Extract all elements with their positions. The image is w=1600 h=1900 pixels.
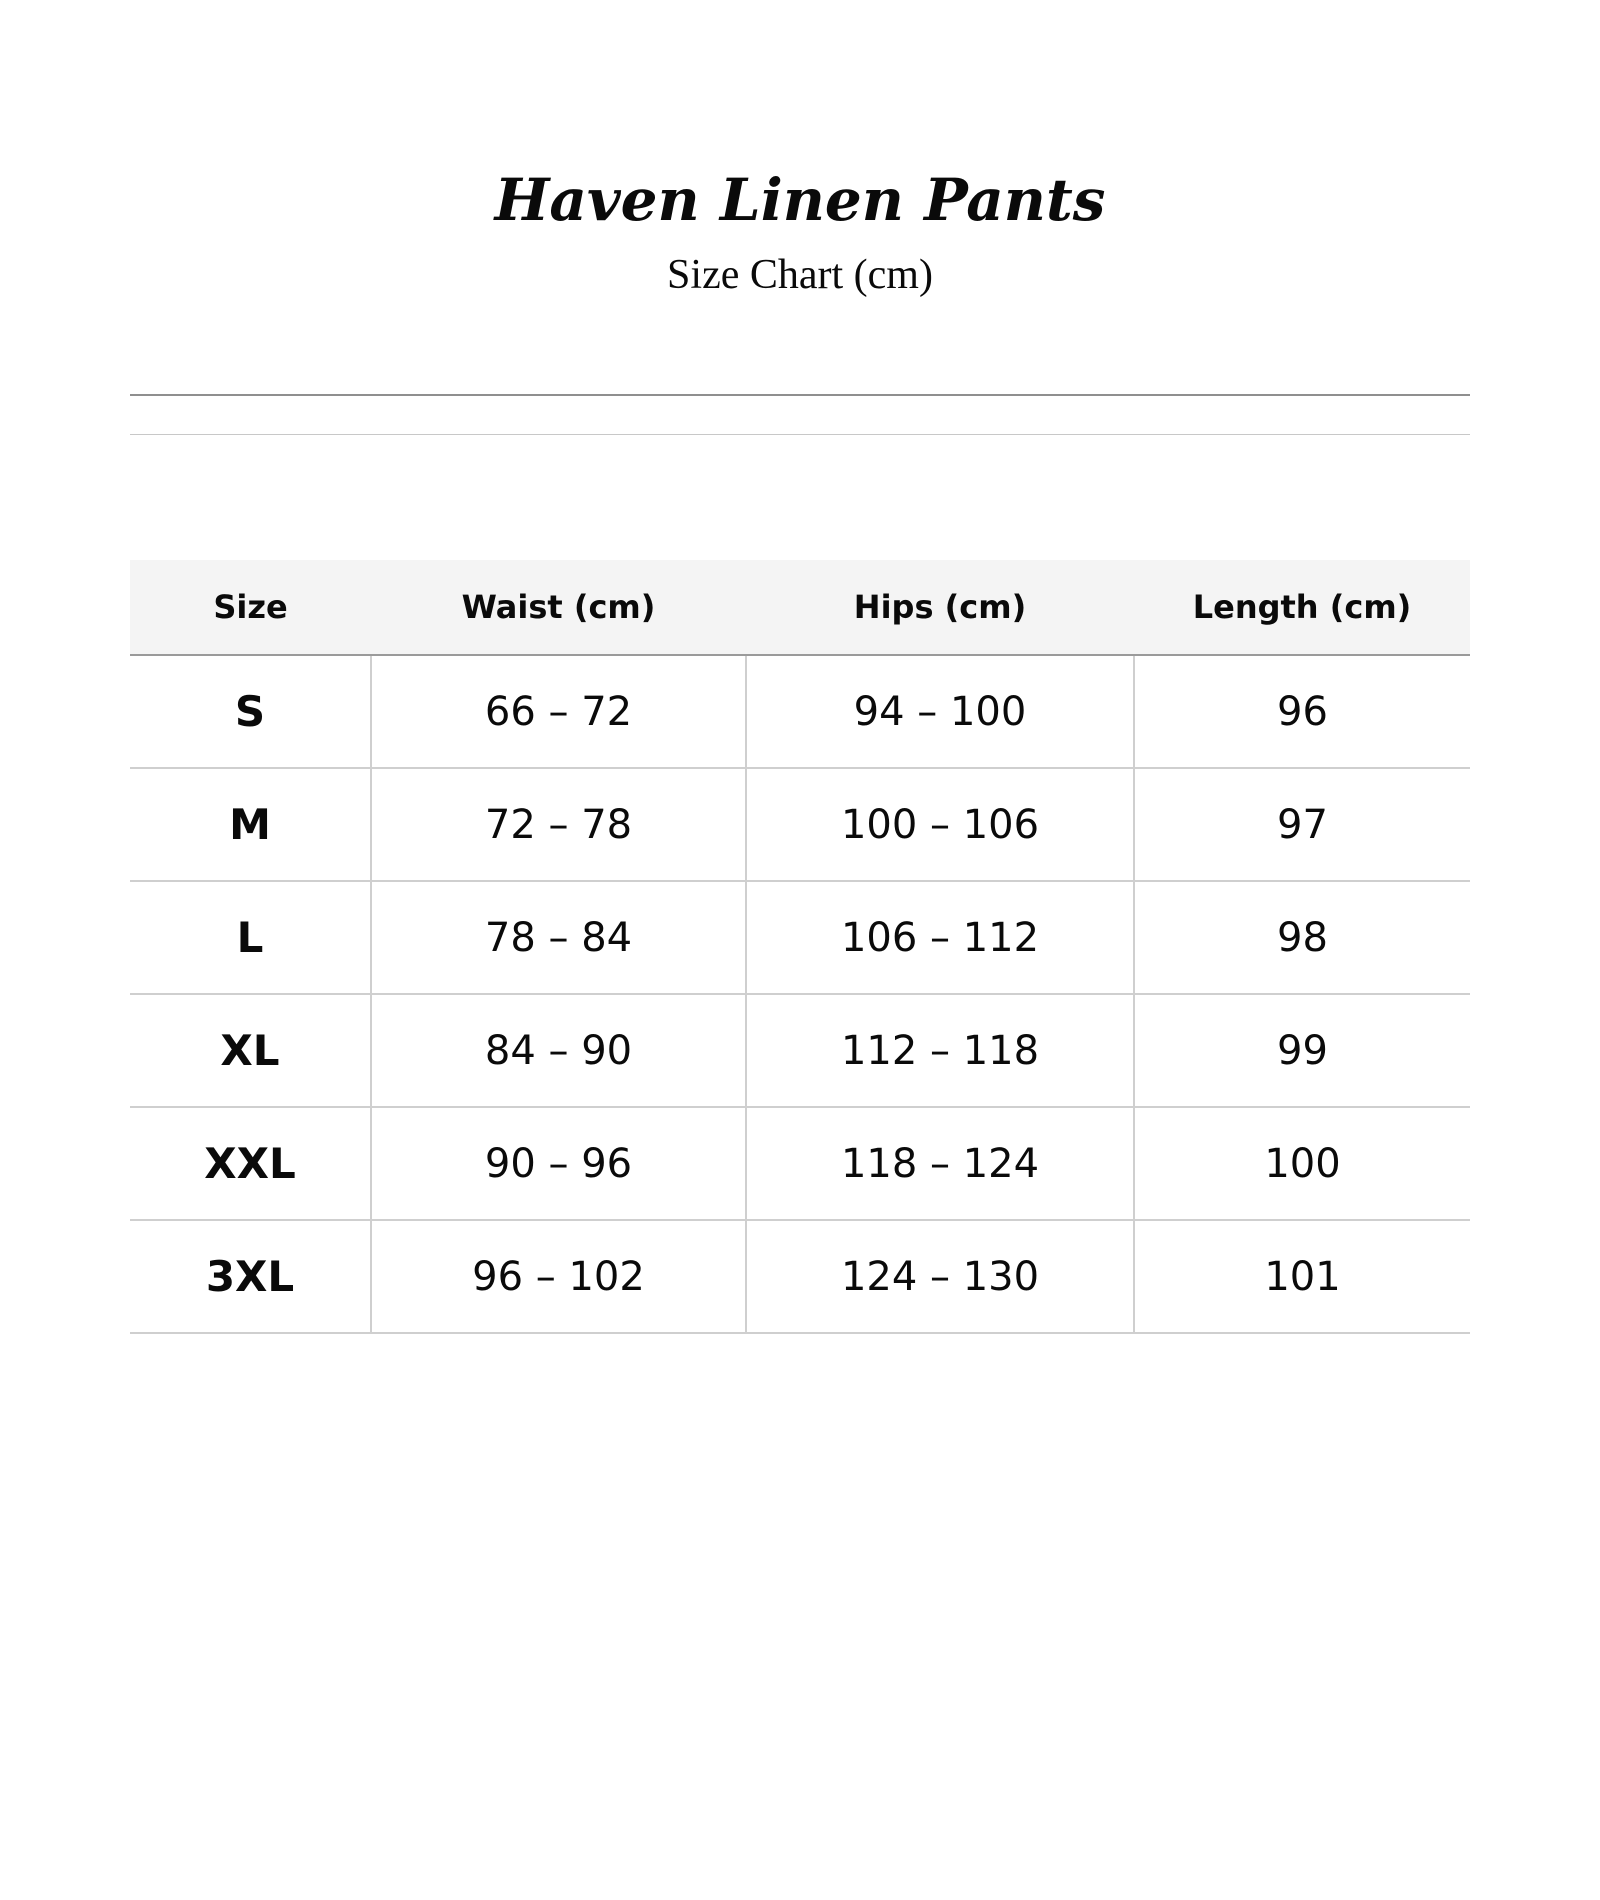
length-cell: 96 [1134, 655, 1470, 768]
length-cell: 97 [1134, 768, 1470, 881]
length-cell: 99 [1134, 994, 1470, 1107]
table-row [130, 994, 1470, 1107]
length-cell: 98 [1134, 881, 1470, 994]
hips-cell: 112 – 118 [746, 994, 1134, 1107]
waist-cell: 72 – 78 [371, 768, 746, 881]
length-cell: 101 [1134, 1220, 1470, 1333]
divider-light [130, 434, 1470, 435]
page-title: Haven Linen Pants [494, 166, 1106, 234]
hips-cell: 118 – 124 [746, 1107, 1134, 1220]
waist-cell: 66 – 72 [371, 655, 746, 768]
column-header-length: Length (cm) [1134, 560, 1470, 655]
hips-cell: 106 – 112 [746, 881, 1134, 994]
waist-cell: 96 – 102 [371, 1220, 746, 1333]
column-header-hips: Hips (cm) [746, 560, 1134, 655]
size-chart-table [130, 560, 1470, 1334]
waist-cell: 90 – 96 [371, 1107, 746, 1220]
column-header-size: Size [130, 560, 371, 655]
table-row [130, 768, 1470, 881]
size-cell: S [130, 655, 371, 768]
table-header-row [130, 560, 1470, 655]
waist-cell: 78 – 84 [371, 881, 746, 994]
size-cell: XL [130, 994, 371, 1107]
hips-cell: 100 – 106 [746, 768, 1134, 881]
size-cell: L [130, 881, 371, 994]
length-cell: 100 [1134, 1107, 1470, 1220]
table-row [130, 881, 1470, 994]
table-row [130, 1220, 1470, 1333]
hips-cell: 94 – 100 [746, 655, 1134, 768]
column-header-waist: Waist (cm) [371, 560, 746, 655]
hips-cell: 124 – 130 [746, 1220, 1134, 1333]
size-cell: M [130, 768, 371, 881]
size-cell: XXL [130, 1107, 371, 1220]
table-row [130, 1107, 1470, 1220]
waist-cell: 84 – 90 [371, 994, 746, 1107]
table-row [130, 655, 1470, 768]
divider-dark [130, 394, 1470, 396]
size-cell: 3XL [130, 1220, 371, 1333]
page-subtitle: Size Chart (cm) [667, 252, 933, 298]
